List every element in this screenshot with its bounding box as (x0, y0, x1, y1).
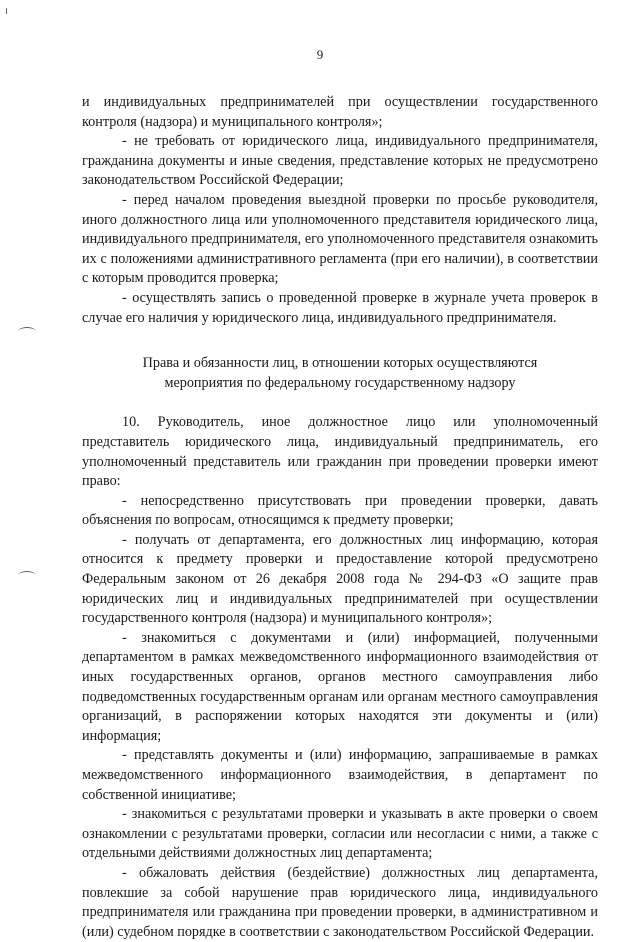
binder-hole-mark (18, 571, 36, 580)
section-heading: Права и обязанности лиц, в отношении которых осуществляются мероприятия по федеральному государственному надзору (142, 355, 538, 391)
paragraph-continuation: и индивидуальных предпринимателей при осуществлении государственного контроля (надзора) и муниципального контроля»; (82, 94, 598, 130)
scan-artifact-tick (6, 8, 7, 14)
document-body (82, 93, 598, 942)
paragraph: - знакомиться с результатами проверки и указывать в акте проверки о своем ознакомлении с результатами проверки, согласии или несогласии с ними, а также с отдельными действиями должностных лиц департамента; (82, 806, 598, 862)
paragraph: - представлять документы и (или) информацию, запрашиваемые в рамках межведомственного информационного взаимодействия, в департамент по собственной инициативе; (82, 747, 598, 803)
page-number: 9 (316, 47, 324, 62)
paragraph: - знакомиться с документами и (или) информацией, полученными департаментом в рамках межведомственного информационного взаимодействия от иных государственных органов, органов местного самоуправления либо подведомственных государственным органам или органам местного самоуправления организаций, в распоряжении которых находятся эти документы и (или) информация; (82, 629, 598, 744)
paragraph: - получать от департамента, его должностных лиц информацию, которая относится к предмету проверки и предоставление которой предусмотрено Федеральным законом от 26 декабря 2008 года № 294-ФЗ «О защите прав юридических лиц и индивидуальных предпринимателей при осуществлении государственного контроля (надзора) и муниципального контроля»; (82, 531, 598, 627)
paragraph: - перед началом проведения выездной проверки по просьбе руководителя, иного должностного лица или уполномоченного представителя юридического лица, индивидуального предпринимателя, его уполномоченного представителя ознакомить их с положениями административного регламента (при его наличии), в соответствии с которым проводится проверка; (82, 191, 598, 287)
paragraph: - не требовать от юридического лица, индивидуального предпринимателя, гражданина документы и иные сведения, представление которых не предусмотрено законодательством Российской Федерации; (82, 133, 598, 189)
paragraph: - обжаловать действия (бездействие) должностных лиц департамента, повлекшие за собой нарушение прав юридического лица, индивидуального предпринимателя или гражданина при проведении проверки, в административном и (или) судебном порядке в соответствии с законодательством Российской Федерации. (82, 864, 598, 940)
binder-hole-mark (18, 327, 36, 336)
paragraph-numbered: 10. Руководитель, иное должностное лицо или уполномоченный представитель юридического лица, индивидуальный предприниматель, его уполномоченный представитель или гражданин при проведении проверки имеют право: (82, 414, 598, 490)
paragraph: - непосредственно присутствовать при проведении проверки, давать объяснения по вопросам, относящимся к предмету проверки; (82, 492, 598, 529)
paragraph: - осуществлять запись о проведенной проверке в журнале учета проверок в случае его наличия у юридического лица, индивидуального предпринимателя. (82, 289, 598, 326)
